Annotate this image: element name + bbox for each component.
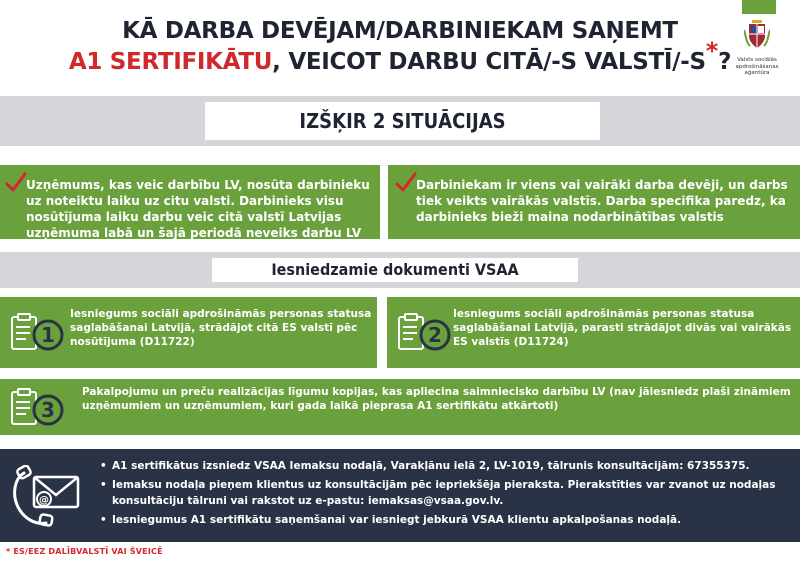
checkmark-icon [4,171,28,195]
contact-bullet-list [100,458,790,531]
title-highlight: A1 SERTIFIKĀTU [68,49,273,75]
document-number-1: 1 [41,323,55,347]
clipboard-number-icon [10,311,64,355]
logo-line-2: apdrošināšanas [735,63,779,70]
logo-line-1: Valsts sociālās [737,57,777,63]
document-card-1 [0,297,377,368]
clipboard-number-icon [10,386,64,430]
coat-of-arms-icon [744,20,770,50]
document-number-3: 3 [41,398,55,422]
title-line-2 [0,37,800,77]
documents-banner-box [212,258,578,282]
contact-bullet-2: • Iemaksu nodaļa pieņem klientus uz konsultācijām pēc iepriekšēja pieraksta. Pierakstīties var zvanot uz nodaļas konsultāciju tālruni vai rakstot uz e-pastu: iemaksas@vsaa.gov.lv. [100,477,790,509]
document-number-2: 2 [428,323,442,347]
situation-text-2: Darbiniekam ir viens vai vairāki darba devēji, un darbs tiek veikts vairākās valstīs. Darba specifika paredz, ka darbinieks bieži maina nodarbinātības valstis [416,178,788,224]
title-question-mark: ? [718,49,732,75]
situations-banner [0,96,800,146]
situations-banner-box [205,102,600,140]
page-title [0,16,800,77]
document-card-2 [387,297,800,368]
email-phone-icon [10,465,82,527]
contact-info-panel [0,449,800,542]
situation-text-1: Uzņēmums, kas veic darbību LV, nosūta darbinieku uz noteiktu laiku uz citu valsti. Darbinieks visu nosūtījuma laiku darbu veic citā valstī Latvijas uzņēmuma labā un šajā periodā neveiks darbu LV [26,178,370,240]
svg-text:@: @ [39,495,49,506]
document-text-1: Iesniegums sociāli apdrošināmās personas statusa saglabāšanai Latvijā, strādājot citā ES valstī pēc nosūtījuma (D11722) [70,308,372,348]
documents-banner [0,252,800,288]
document-card-3 [0,379,800,435]
situation-card-1 [0,165,380,239]
checkmark-icon [394,171,418,195]
documents-heading: Iesniedzamie dokumenti VSAA [271,260,519,279]
contact-bullet-3: • Iesniegumus A1 sertifikātu saņemšanai var iesniegt jebkurā VSAA klientu apkalpošanas nodaļā. [100,512,790,528]
title-line-1: KĀ DARBA DEVĒJAM/DARBINIEKAM SAŅEMT [122,18,678,44]
title-asterisk: * [705,37,719,65]
vsaa-logo [722,20,792,77]
document-text-2: Iesniegums sociāli apdrošināmās personas statusa saglabāšanai Latvijā, parasti strādājot divās vai vairākās ES valstīs (D11724) [453,308,792,348]
top-accent-stripe [742,0,776,14]
contact-bullet-1: • A1 sertifikātus izsniedz VSAA Iemaksu nodaļā, Varakļānu ielā 2, LV-1019, tālrunis konsultācijām: 67355375. [100,458,790,474]
document-text-3: Pakalpojumu un preču realizācijas līgumu kopijas, kas apliecina saimniecisko darbību LV (nav jāiesniedz plaši zināmiem uzņēmumiem un uzņēmumiem, kuri gada laikā pieprasa A1 sertifikātu atkārtoti) [82,386,791,412]
footnote: * ES/EEZ DALĪBVALSTĪ VAI ŠVEICĒ [6,547,163,556]
situations-heading: IZŠĶIR 2 SITUĀCIJAS [299,109,506,133]
logo-line-3: aģentūra [744,70,770,76]
clipboard-number-icon [397,311,451,355]
situation-card-2 [388,165,800,239]
title-rest: , VEICOT DARBU CITĀ/-S VALSTĪ/-S [272,49,706,75]
